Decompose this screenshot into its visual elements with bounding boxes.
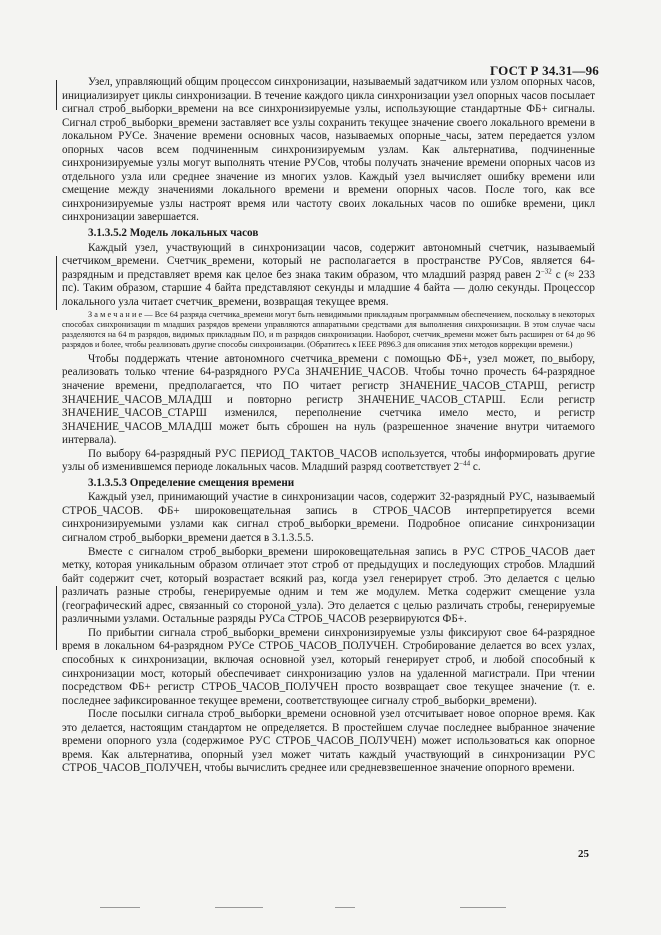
scan-artifact-dash <box>215 907 263 908</box>
scan-artifact-dash <box>460 907 506 908</box>
paragraph-reference-time: После посылки сигнала строб_выборки_времени основной узел отсчитывает новое опорное время. Как это делается, настоящим стандартом не определяется. В простейшем случае последнее выбранное значение времени опорного узла (содержимое РУС СТРОБ_ЧАСОВ_ПОЛУЧЕН) может использоваться как опорное время. Как альтернатива, опорный узел может читать каждый участвующий в синхронизации РУС СТРОБ_ЧАСОВ_ПОЛУЧЕН, чтобы вычислить среднее или средневзвешенное значение опорного времени. <box>62 708 595 775</box>
paragraph-strobe-label: Вместе с сигналом строб_выборки_времени широковещательная запись в РУС СТРОБ_ЧАСОВ дает метку, которая уникальным образом отличает этот строб от предыдущих и последующих стробов. Младший байт содержит счет, который возрастает всякий раз, когда узел генерирует строб. Это делается с целью различать разные стробы, генерируемые одним и тем же модулем. Метка содержит смещение узла (географический адрес, связанный со стороной_узла). Это делается с целью различать стробы, генерируемые различными узлами. Остальные разряды РУСа СТРОБ_ЧАСОВ резервируются ФБ+. <box>62 545 595 626</box>
text-part: Каждый узел, участвующий в синхронизации часов, содержит автономный счетчик, называемый счетчиком_времени. Счетчик_времени, который не располагается в пространстве РУСов, является 64-разрядным и представляет время как целое без знака таким образом, что младший разряд равен 2 <box>62 241 595 281</box>
exponent: −32 <box>540 266 552 275</box>
text-part: с (≈ 233 пс). Таким образом, старшие 4 байта представляют секунды и младшие 4 байта — долю секунды. Процессор локального узла читает счетчик_времени, возвращая текущее время. <box>62 268 595 308</box>
page-number: 25 <box>578 848 589 860</box>
section-heading-time-offset <box>62 477 595 491</box>
section-heading-local-clock <box>62 227 595 241</box>
body-text <box>62 76 595 776</box>
change-bar-1 <box>56 80 57 110</box>
scan-artifact-dash <box>100 907 140 908</box>
exponent: −44 <box>459 459 471 468</box>
paragraph-time-counter <box>62 242 595 310</box>
text-part: По выбору 64-разрядный РУС ПЕРИОД_ТАКТОВ_ЧАСОВ используется, чтобы информировать другие узлы об изменившемся периоде локальных часов. Младший разряд соответствует 2 <box>62 447 595 474</box>
change-bar-2 <box>56 256 57 310</box>
change-bar-3 <box>56 586 57 650</box>
heading-text: 3.1.3.5.3 Определение смещения времени <box>88 476 295 489</box>
paragraph-counter-read: Чтобы поддержать чтение автономного счетчика_времени с помощью ФБ+, узел может, по_выбору, реализовать только чтение 64-разрядного РУСа ЗНАЧЕНИЕ_ЧАСОВ. Чтобы точно прочесть 64-разрядное значение времени, предполагается, что ПО читает регистр ЗНАЧЕНИЕ_ЧАСОВ_СТАРШ, регистр ЗНАЧЕНИЕ_ЧАСОВ_МЛАДШ и повторно регистр ЗНАЧЕНИЕ_ЧАСОВ_СТАРШ. Если регистр ЗНАЧЕНИЕ_ЧАСОВ_СТАРШ изменился, переполнение счетчика имело место, и регистр ЗНАЧЕНИЕ_ЧАСОВ_МЛАДШ может быть сброшен на нуль (разрешенное значение внутри читаемого интервала). <box>62 352 595 447</box>
paragraph-sync-overview: Узел, управляющий общим процессом синхронизации, называемый задатчиком или узлом опорных часов, инициализирует циклы синхронизации. В течение каждого цикла синхронизации узел опорных часов посылает сигнал строб_выборки_времени на все синхронизируемые узлы, использующие стандартные ФБ+ сигналы. Сигнал строб_выборки_времени заставляет все узлы сохранить текущее значение своего локального времени в локальном РУСе. Значение времени основных часов, называемых опорные_часы, затем передается узлом опорных часов всем подчиненным синхронизируемым узлам. Как альтернатива, подчиненные синхронизируемые узлы могут выполнять чтение РУСов, чтобы получать значение времени опорных часов из отдельного узла или среднее значение из многих узлов. Каждый узел вычисляет ошибку времени или смещение между значениями локального времени и времени опорных часов. После того, как все синхронизируемые узлы настроят время или частоту своих локальных часов по ошибке времени, цикл синхронизации завершается. <box>62 76 595 224</box>
note-paragraph: З а м е ч а н и е — Все 64 разряда счетчика_времени могут быть невидимыми прикладным программным обеспечением, поскольку в некоторых способах синхронизации m младших разрядов времени управляются аппаратными средствами для выполнения синхронизации. В этом случае часы разделяются на 64 m разрядов, видимых прикладным ПО, и m разрядов синхронизации. Наоборот, счетчик_времени может быть расширен от 64 до 96 разрядов и более, чтобы реализовать другие способы синхронизации. (Обратитесь к IEEE P896.3 для описания этих методов коррекции времени.) <box>62 310 595 350</box>
text-part: с. <box>470 461 481 474</box>
standard-header: ГОСТ Р 34.31—96 <box>490 63 599 78</box>
paragraph-clock-period <box>62 448 595 475</box>
paragraph-strobe-received: По прибытии сигнала строб_выборки_времени синхронизируемые узлы фиксируют свое 64-разрядное время в локальном 64-разрядном РУСе СТРОБ_ЧАСОВ_ПОЛУЧЕН. Стробирование делается во всех узлах, способных к синхронизации, включая основной узел, который генерирует строб, и любой способный к синхронизации мост, который обеспечивает синхронизацию узлов на удаленной магистрали. При чтении посредством ФБ+ регистр СТРОБ_ЧАСОВ_ПОЛУЧЕН просто возвращает свое текущее значение (т. е. последнее зафиксированное текущее времени, соответствующее сигналу строб_выборки_времени). <box>62 626 595 707</box>
heading-text: 3.1.3.5.2 Модель локальных часов <box>88 227 259 240</box>
paragraph-clock-strobe: Каждый узел, принимающий участие в синхронизации часов, содержит 32-разрядный РУС, называемый СТРОБ_ЧАСОВ. ФБ+ широковещательная запись в СТРОБ_ЧАСОВ интерпретируется всеми синхронизируемыми узлами как сигнал строб_выборки_времени. Подробное описание синхронизации сигналом строб_выборки_времени дается в 3.1.3.5.5. <box>62 491 595 545</box>
scan-artifact-dash <box>335 907 355 908</box>
